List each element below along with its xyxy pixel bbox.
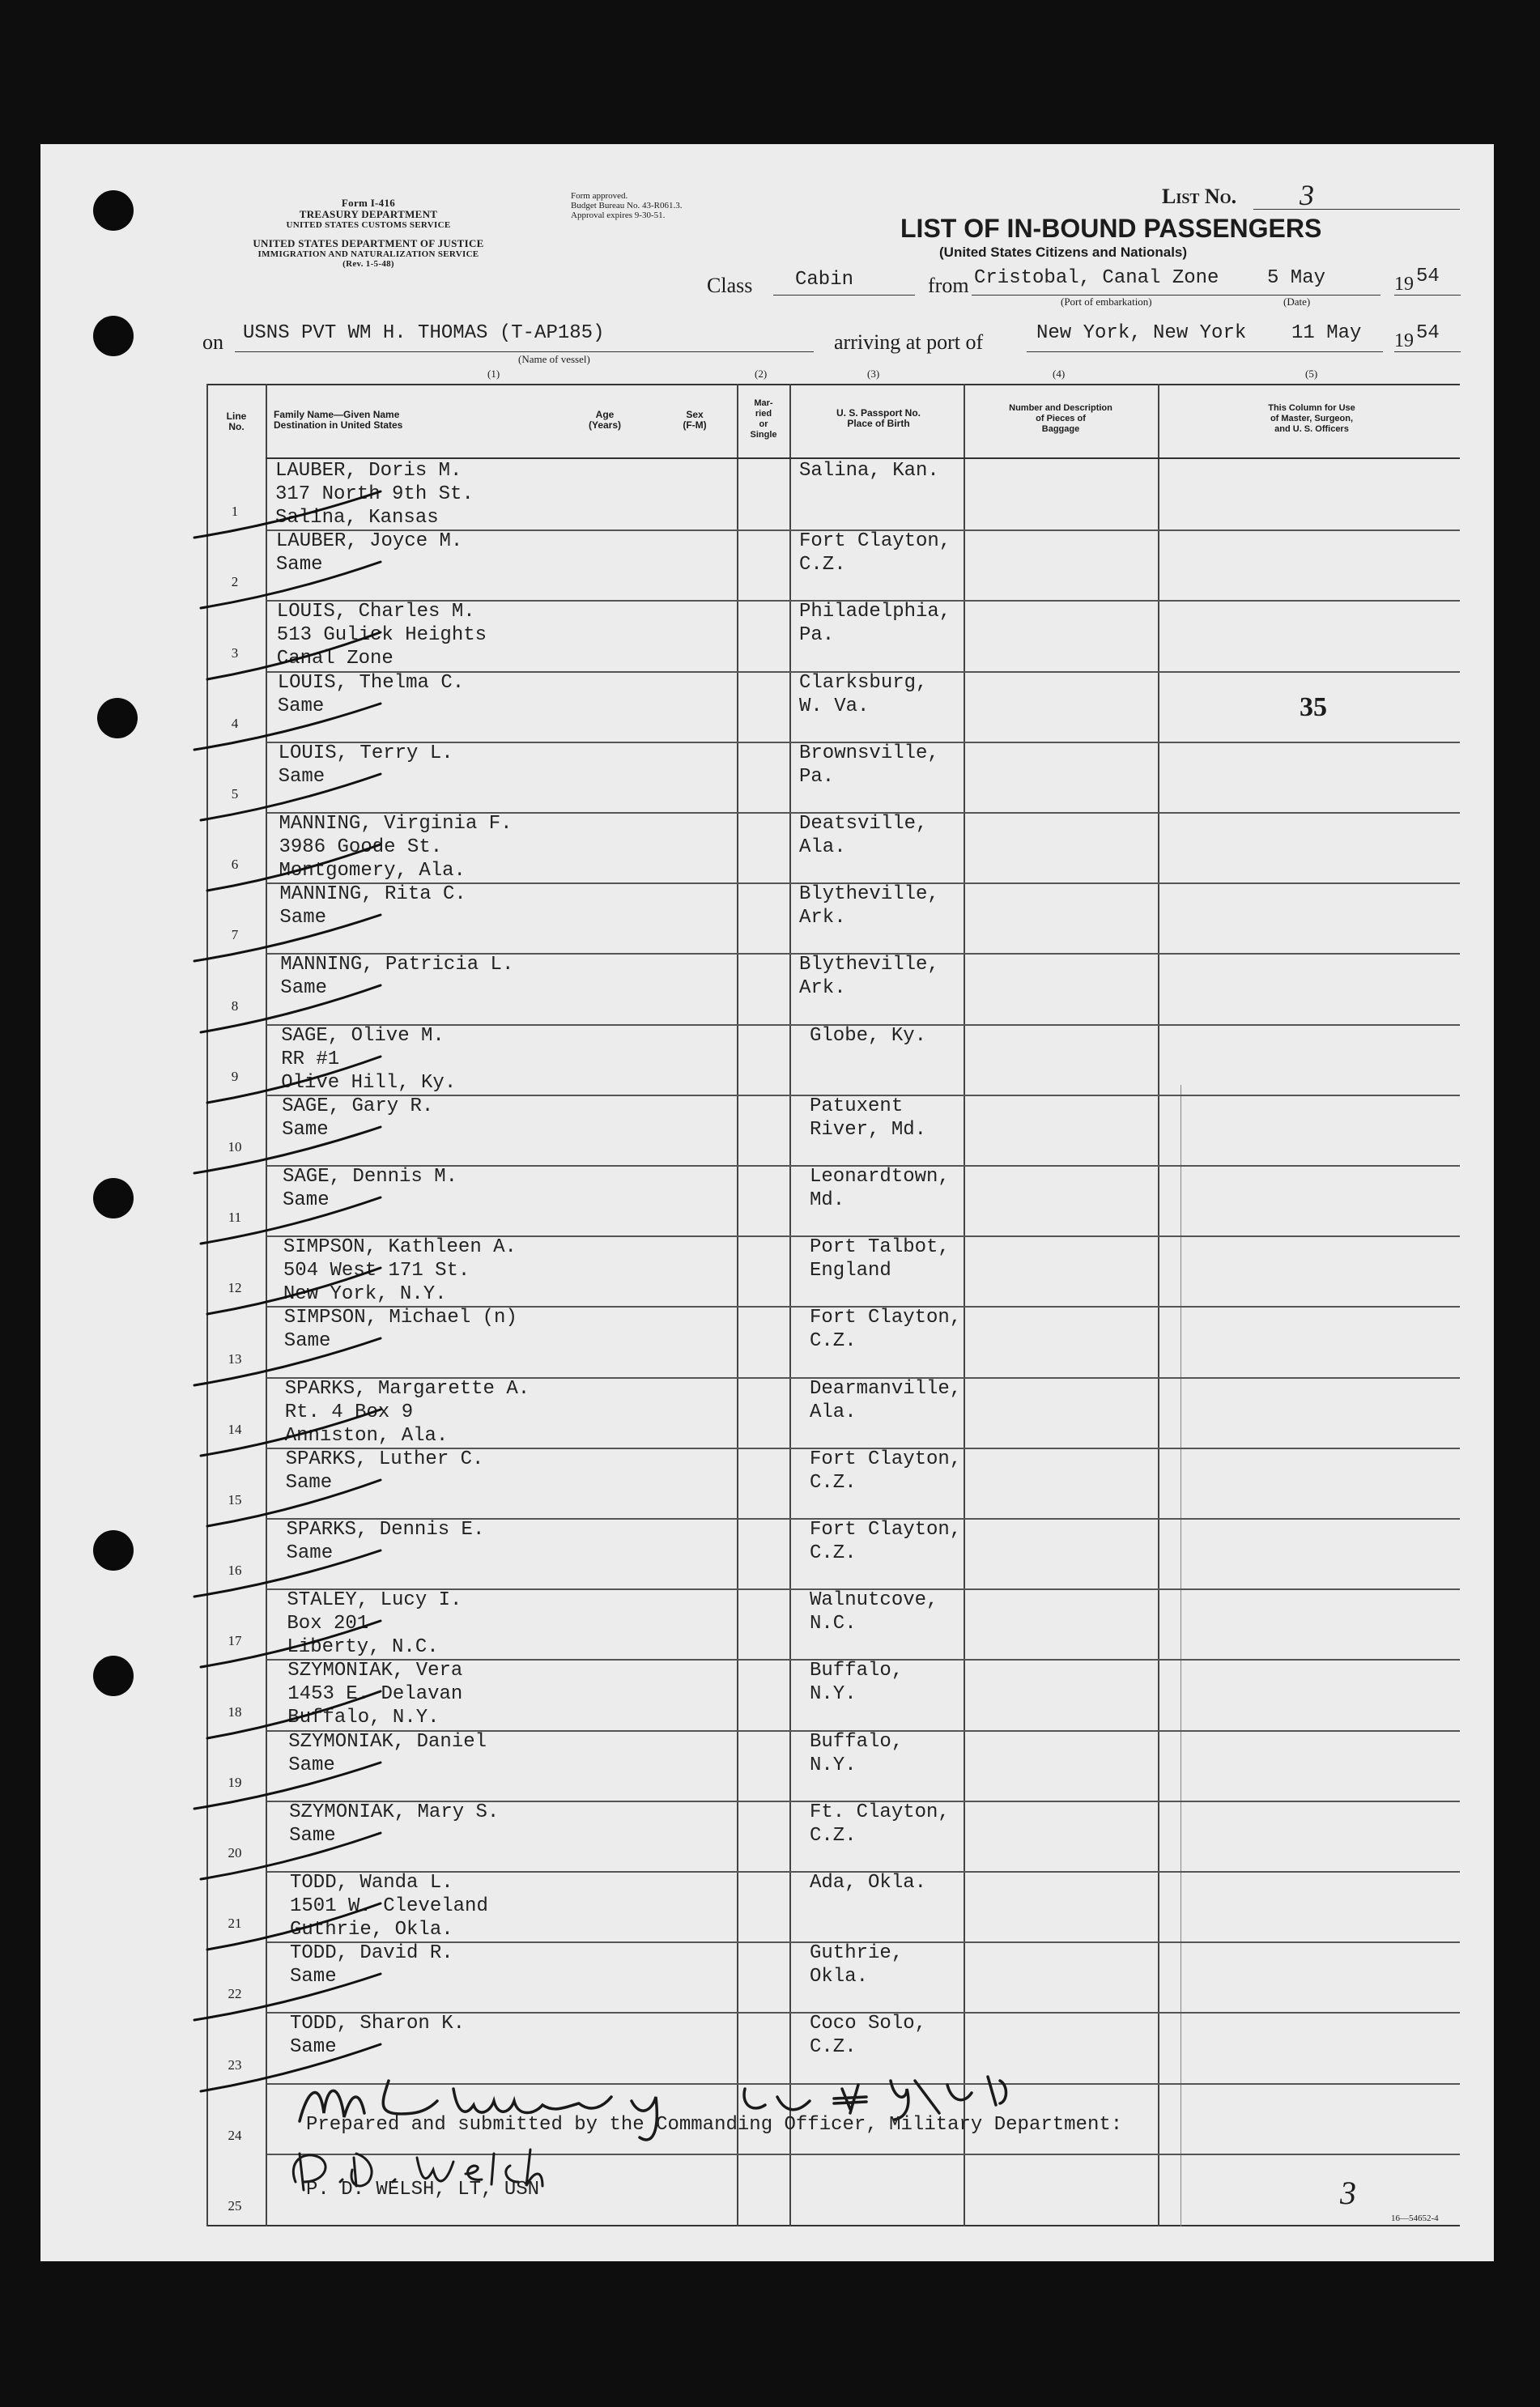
passenger-name: SIMPSON, Kathleen A. [283, 1236, 517, 1258]
prepared-statement: Prepared and submitted by the Commanding Officer, Military Department: [306, 2114, 1123, 2136]
birthplace-line-2: Pa. [799, 766, 835, 788]
line-number: 1 [231, 504, 239, 519]
year-prefix: 19 [1394, 330, 1414, 351]
birthplace-line-1: Fort Clayton, [810, 1448, 962, 1470]
arrival-year: 54 [1416, 322, 1440, 344]
birthplace-line-1: Fort Clayton, [810, 1519, 962, 1541]
approval-line: Approval expires 9-30-51. [571, 211, 666, 220]
destination-line-1: 504 West 171 St. [283, 1260, 470, 1282]
form-number: Form I-416 [341, 197, 396, 209]
destination-line-2: Guthrie, Okla. [290, 1919, 453, 1941]
destination-line-2: Olive Hill, Ky. [281, 1072, 457, 1094]
check-mark [201, 1621, 381, 1667]
birthplace-line-1: Clarksburg, [799, 672, 928, 694]
destination-line-1: Same [278, 766, 325, 788]
embark-date: 5 May [1267, 267, 1326, 289]
col-header-text: Place of Birth [847, 418, 910, 429]
check-mark [194, 491, 381, 538]
passenger-name: SPARKS, Margarette A. [284, 1378, 530, 1400]
check-mark [207, 844, 381, 891]
col-number-2: (2) [755, 368, 768, 380]
line-number: 16 [228, 1563, 242, 1578]
line-number: 13 [228, 1351, 242, 1367]
check-mark [194, 1974, 381, 2020]
officer-count-note: 35 [1300, 692, 1327, 722]
line-number: 5 [231, 786, 239, 802]
col-header-text: Line [226, 410, 247, 422]
page-subtitle: (United States Citizens and Nationals) [939, 245, 1188, 260]
col-header-text: Destination in United States [274, 419, 403, 431]
birthplace-line-2: Ala. [799, 836, 846, 858]
birthplace-line-2: C.Z. [810, 1825, 857, 1847]
birthplace-line-2: River, Md. [810, 1119, 927, 1141]
destination-line-2: Montgomery, Ala. [279, 860, 466, 882]
passenger-name: LOUIS, Terry L. [278, 742, 453, 764]
birthplace-line-2: Ala. [810, 1401, 857, 1423]
check-mark [207, 1268, 381, 1314]
birthplace-line-2: Ark. [799, 977, 846, 999]
ins-service: IMMIGRATION AND NATURALIZATION SERVICE [257, 249, 479, 259]
from-label: from [928, 274, 969, 297]
destination-line-1: 513 Gulick Heights [276, 624, 487, 646]
check-mark [194, 1763, 381, 1809]
birthplace-line-2: Okla. [810, 1966, 869, 1988]
commander-signature-text [0, 0, 1, 1]
birthplace-line-2: Ark. [799, 907, 846, 929]
birthplace-line-2: N.C. [810, 1613, 857, 1635]
vessel-caption: (Name of vessel) [518, 353, 590, 365]
birthplace-line-1: Dearmanville, [810, 1378, 962, 1400]
print-code: 16—54652-4 [1391, 2214, 1439, 2223]
col-number-5: (5) [1305, 368, 1318, 380]
passenger-name: SAGE, Gary R. [282, 1095, 434, 1117]
destination-line-1: Same [279, 907, 326, 929]
col-number-1: (1) [487, 368, 500, 380]
col-header-text: Mar- [754, 398, 773, 408]
col-header-text: Sex [686, 409, 704, 420]
check-mark [194, 1338, 381, 1385]
col-header-text: Number and Description [1009, 403, 1112, 413]
line-number: 22 [228, 1986, 242, 2001]
customs-service: UNITED STATES CUSTOMS SERVICE [286, 220, 451, 230]
destination-line-1: Same [290, 2036, 337, 2058]
birthplace-line-1: Buffalo, [810, 1731, 904, 1753]
approval-line: Form approved. [571, 191, 628, 201]
destination-line-1: Same [280, 977, 327, 999]
check-mark [201, 774, 381, 820]
birthplace-line-1: Fort Clayton, [799, 530, 951, 552]
passenger-name: LOUIS, Charles M. [276, 601, 475, 623]
birthplace-line-1: Ft. Clayton, [810, 1801, 950, 1823]
line-number: 19 [228, 1775, 242, 1790]
birthplace-line-2: N.Y. [810, 1683, 857, 1705]
line-number: 10 [228, 1139, 242, 1155]
class-value: Cabin [795, 269, 854, 291]
passenger-name: SIMPSON, Michael (n) [283, 1307, 517, 1329]
class-label: Class [707, 274, 753, 297]
birthplace-line-1: Patuxent [810, 1095, 904, 1117]
passenger-name: LAUBER, Doris M. [275, 460, 462, 482]
col-header-text: of Pieces of [1036, 414, 1086, 423]
passenger-name: SPARKS, Luther C. [285, 1448, 484, 1470]
destination-line-1: 3986 Goode St. [279, 836, 443, 858]
officer-name: P. D. WELSH, LT, USN [306, 2179, 540, 2201]
birthplace-line-1: Globe, Ky. [810, 1025, 927, 1047]
destination-line-1: Same [289, 1825, 336, 1847]
col-header-text: (Years) [588, 419, 622, 431]
destination-line-2: Canal Zone [276, 648, 394, 670]
destination-line-1: Same [288, 1754, 335, 1776]
port-embark-caption: (Port of embarkation) [1061, 296, 1152, 308]
date-caption: (Date) [1283, 296, 1311, 308]
col-header-text: Age [595, 409, 615, 420]
birthplace-line-1: Salina, Kan. [799, 460, 939, 482]
line-number: 23 [228, 2057, 242, 2073]
col-header-text: of Master, Surgeon, [1270, 414, 1354, 423]
birthplace-line-2: C.Z. [810, 1472, 857, 1494]
col-header-text: Baggage [1041, 424, 1080, 434]
line-number: 7 [231, 927, 239, 942]
birthplace-line-2: C.Z. [810, 1330, 857, 1352]
destination-line-1: 1501 W. Cleveland [290, 1895, 488, 1917]
col-header-text: and U. S. Officers [1274, 424, 1349, 434]
destination-line-1: Same [290, 1966, 337, 1988]
approval-line: Budget Bureau No. 43-R061.3. [571, 201, 683, 211]
line-number: 6 [231, 857, 239, 872]
embark-year: 54 [1416, 266, 1440, 287]
birthplace-line-2: C.Z. [799, 554, 846, 576]
passenger-name: SZYMONIAK, Daniel [288, 1731, 487, 1753]
page-mark: 3 [1340, 2175, 1356, 2211]
destination-line-1: Rt. 4 Box 9 [284, 1401, 414, 1423]
line-number: 8 [231, 998, 239, 1014]
destination-line-1: Same [283, 1330, 331, 1352]
birthplace-line-1: Buffalo, [810, 1660, 904, 1682]
col-header-text: (F-M) [683, 419, 707, 431]
birthplace-line-2: England [810, 1260, 891, 1282]
treasury-dept: TREASURY DEPARTMENT [299, 208, 438, 220]
line-number: 2 [231, 574, 239, 589]
passenger-name: LAUBER, Joyce M. [275, 530, 463, 552]
line-number: 17 [228, 1633, 242, 1648]
col-header-text: ried [755, 409, 772, 419]
col-header-text: Family Name—Given Name [274, 409, 400, 420]
passenger-name: STALEY, Lucy I. [287, 1589, 462, 1611]
birthplace-line-1: Brownsville, [799, 742, 939, 764]
passenger-name: SAGE, Dennis M. [283, 1166, 458, 1188]
col-header-text: No. [228, 421, 245, 432]
line-number: 25 [228, 2198, 242, 2214]
destination-line-2: New York, N.Y. [283, 1283, 447, 1305]
page-title: LIST OF IN-BOUND PASSENGERS [900, 214, 1322, 243]
destination-line-1: Same [285, 1472, 333, 1494]
birthplace-line-1: Philadelphia, [799, 601, 951, 623]
line-number: 4 [231, 716, 239, 731]
birthplace-line-1: Fort Clayton, [810, 1307, 962, 1329]
line-number: 11 [228, 1210, 242, 1225]
birthplace-line-1: Deatsville, [799, 813, 928, 835]
line-number: 3 [231, 645, 239, 661]
destination-line-2: Buffalo, N.Y. [287, 1707, 440, 1729]
col-number-4: (4) [1053, 368, 1066, 380]
check-mark [201, 1833, 381, 1879]
destination-line-2: Anniston, Ala. [284, 1425, 449, 1447]
check-mark [194, 704, 381, 750]
birthplace-line-2: C.Z. [810, 1542, 857, 1564]
col-number-3: (3) [867, 368, 880, 380]
birthplace-line-2: W. Va. [799, 695, 870, 717]
check-mark [207, 1480, 381, 1526]
passenger-name: SAGE, Olive M. [281, 1025, 445, 1047]
birthplace-line-1: Port Talbot, [810, 1236, 950, 1258]
passenger-name: TODD, David R. [290, 1942, 453, 1964]
destination-line-2: Salina, Kansas [275, 507, 439, 529]
destination-line-1: 1453 E. Delavan [287, 1683, 463, 1705]
birthplace-line-2: N.Y. [810, 1754, 857, 1776]
on-label: on [202, 330, 223, 354]
check-mark [201, 1197, 381, 1244]
line-number: 12 [228, 1280, 242, 1295]
line-number: 15 [228, 1492, 242, 1508]
birthplace-line-2: C.Z. [810, 2036, 857, 2058]
passenger-name: MANNING, Virginia F. [279, 813, 513, 835]
check-mark [194, 1550, 381, 1597]
passenger-name: SPARKS, Dennis E. [286, 1519, 485, 1541]
passenger-name: LOUIS, Thelma C. [277, 672, 465, 694]
passenger-name: TODD, Wanda L. [290, 1872, 453, 1894]
destination-line-1: 317 North 9th St. [275, 483, 474, 505]
passenger-name: SZYMONIAK, Vera [287, 1660, 463, 1682]
line-number: 14 [228, 1422, 242, 1437]
arriving-label: arriving at port of [834, 330, 984, 354]
passenger-name: MANNING, Rita C. [279, 883, 466, 905]
line-number: 18 [228, 1704, 242, 1720]
line-number: 20 [228, 1845, 242, 1861]
line-number: 21 [228, 1916, 242, 1931]
destination-line-2: Liberty, N.C. [287, 1636, 439, 1658]
destination-line-1: Same [282, 1119, 329, 1141]
check-mark [207, 632, 381, 679]
year-prefix: 19 [1394, 274, 1414, 295]
destination-line-1: Same [277, 695, 325, 717]
birthplace-line-1: Blytheville, [799, 883, 939, 905]
passenger-name: TODD, Sharon K. [290, 2013, 466, 2035]
col-header-text: This Column for Use [1268, 403, 1355, 413]
check-mark [194, 1127, 381, 1173]
list-no-label: List No. [1162, 185, 1237, 208]
birthplace-line-1: Blytheville, [799, 954, 939, 976]
check-mark [201, 1410, 381, 1456]
check-mark [207, 1691, 381, 1738]
vessel-name: USNS PVT WM H. THOMAS (T-AP185) [243, 322, 605, 344]
birthplace-line-1: Leonardtown, [810, 1166, 950, 1188]
birthplace-line-1: Coco Solo, [810, 2013, 927, 2035]
embark-port: Cristobal, Canal Zone [974, 267, 1219, 289]
col-header-text: or [759, 419, 768, 429]
birthplace-line-1: Guthrie, [810, 1942, 904, 1964]
destination-line-1: Same [275, 554, 323, 576]
col-header-text: Single [750, 430, 777, 440]
birthplace-line-2: Pa. [799, 624, 835, 646]
birthplace-line-1: Walnutcove, [810, 1589, 938, 1611]
line-number: 24 [228, 2128, 242, 2143]
check-mark [194, 915, 381, 961]
destination-line-1: Same [286, 1542, 334, 1564]
destination-line-1: Box 201 [287, 1613, 369, 1635]
col-header-text: U. S. Passport No. [836, 407, 921, 419]
justice-dept: UNITED STATES DEPARTMENT OF JUSTICE [253, 237, 484, 249]
birthplace-line-1: Ada, Okla. [810, 1872, 927, 1894]
list-no: 3 [1300, 179, 1314, 211]
passenger-name: MANNING, Patricia L. [280, 954, 514, 976]
destination-line-1: RR #1 [281, 1048, 340, 1070]
arrival-port: New York, New York [1036, 322, 1247, 344]
arrival-date: 11 May [1291, 322, 1362, 344]
check-mark [207, 1057, 381, 1103]
check-mark [201, 562, 381, 608]
check-mark [201, 985, 381, 1032]
birthplace-line-2: Md. [810, 1189, 845, 1211]
check-mark [207, 1903, 381, 1950]
passenger-name: SZYMONIAK, Mary S. [289, 1801, 500, 1823]
line-number: 9 [231, 1069, 239, 1084]
revision: (Rev. 1-5-48) [342, 259, 394, 269]
destination-line-1: Same [283, 1189, 330, 1211]
